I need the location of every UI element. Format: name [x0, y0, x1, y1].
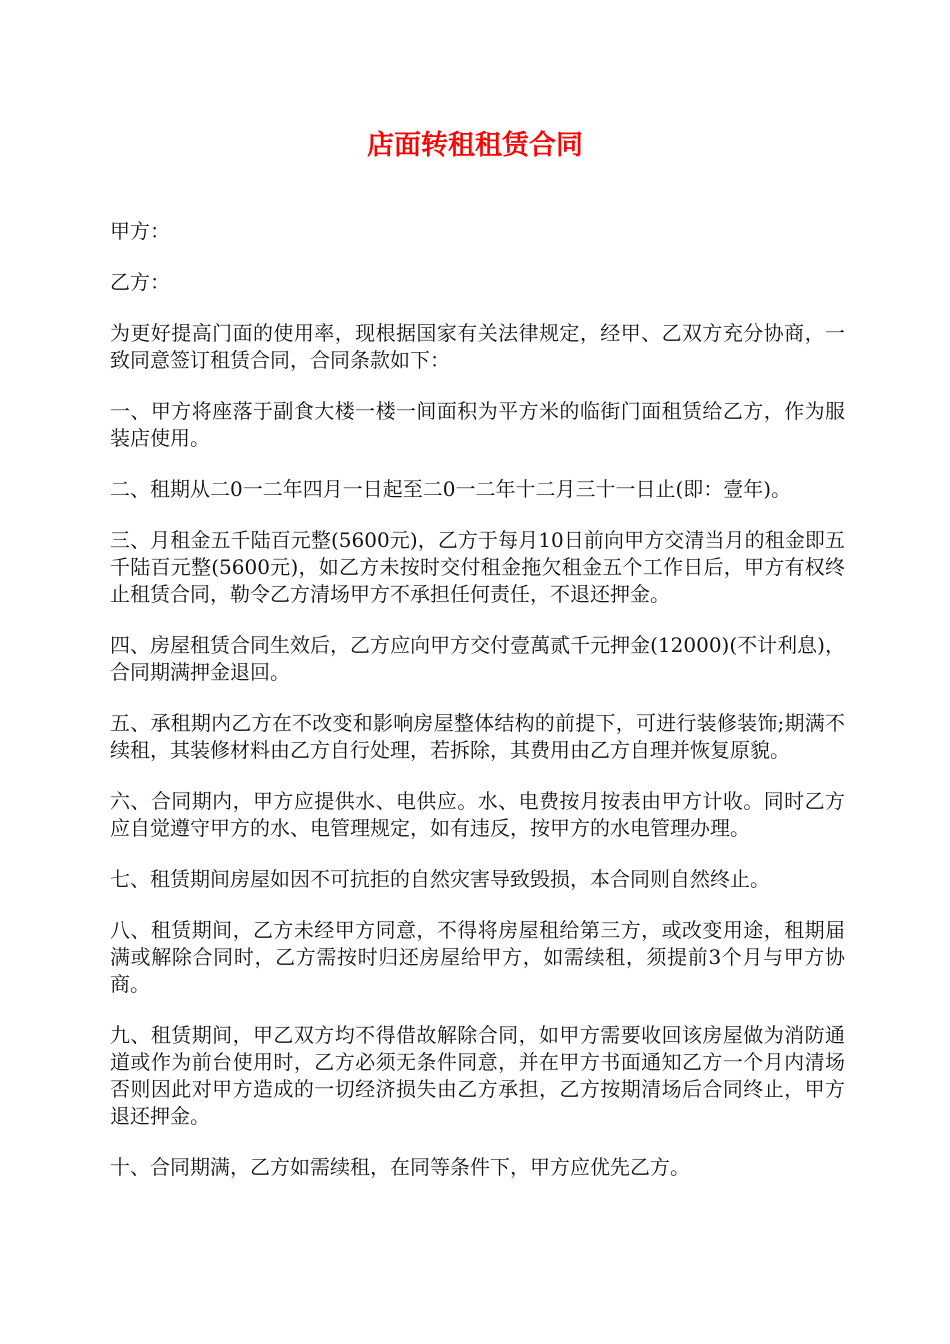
party-a-line: 甲方：	[110, 219, 170, 243]
clause-2: 二、租期从二0一二年四月一日起至二0一二年十二月三十一日止(即：壹年)。	[110, 477, 792, 501]
clause-6: 六、合同期内，甲方应提供水、电供应。水、电费按月按表由甲方计收。同时乙方应自觉遵守甲方的水、电管理规定，如有违反，按甲方的水电管理办理。	[110, 789, 845, 840]
clause-1: 一、甲方将座落于副食大楼一楼一间面积为平方米的临街门面租赁给乙方，作为服装店使用。	[110, 399, 845, 450]
document-title: 店面转租租赁合同	[367, 130, 583, 161]
preamble-paragraph: 为更好提高门面的使用率，现根据国家有关法律规定，经甲、乙双方充分协商，一致同意签订租赁合同，合同条款如下：	[110, 321, 845, 372]
clause-8: 八、租赁期间，乙方未经甲方同意，不得将房屋租给第三方，或改变用途，租期届满或解除合同时，乙方需按时归还房屋给甲方，如需续租，须提前3个月与甲方协商。	[110, 918, 845, 996]
clause-9: 九、租赁期间，甲乙双方均不得借故解除合同，如甲方需要收回该房屋做为消防通道或作为前台使用时，乙方必须无条件同意，并在甲方书面通知乙方一个月内清场否则因此对甲方造成的一切经济损失由乙方承担，乙方按期清场后合同终止，甲方退还押金。	[110, 1023, 845, 1128]
clause-7: 七、租赁期间房屋如因不可抗拒的自然灾害导致毁损，本合同则自然终止。	[110, 867, 770, 891]
clause-3: 三、月租金五千陆百元整(5600元)，乙方于每月10日前向甲方交清当月的租金即五千陆百元整(5600元)，如乙方未按时交付租金拖欠租金五个工作日后，甲方有权终止租赁合同，勒令乙方清场甲方不承担任何责任，不退还押金。	[110, 528, 845, 606]
party-b-line: 乙方：	[110, 270, 170, 294]
clause-4: 四、房屋租赁合同生效后，乙方应向甲方交付壹萬贰千元押金(12000)(不计利息)，合同期满押金退回。	[110, 633, 845, 684]
clause-5: 五、承租期内乙方在不改变和影响房屋整体结构的前提下，可进行装修装饰;期满不续租，其装修材料由乙方自行处理，若拆除，其费用由乙方自理并恢复原貌。	[110, 711, 845, 762]
document-body	[110, 218, 845, 1205]
clause-10: 十、合同期满，乙方如需续租，在同等条件下，甲方应优先乙方。	[110, 1155, 690, 1179]
